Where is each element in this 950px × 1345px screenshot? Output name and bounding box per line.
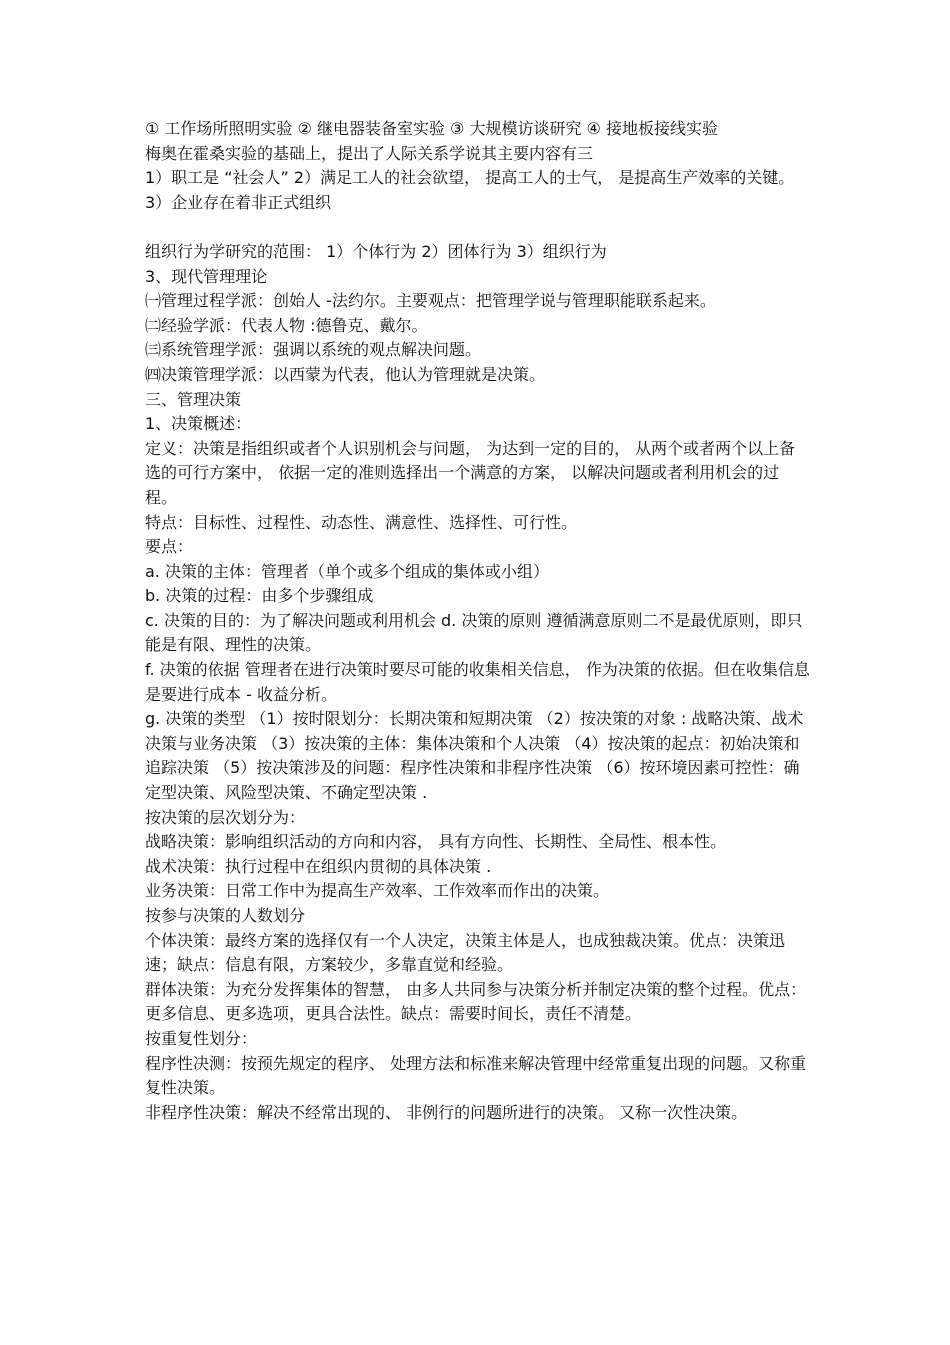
text-line-21: 按决策的层次划分为： [145, 807, 306, 827]
text-line-3: 1）职工是 “社会人” 2）满足工人的社会欲望， 提高工人的士气， 是提高生产效率的关键。 3）企业存在着非正式组织 [145, 168, 800, 212]
document-page [145, 117, 810, 1125]
text-line-13: 定义：决策是指组织或者个人识别机会与问题， 为达到一定的目的， 从两个或者两个以上备选的可行方案中， 依据一定的准则选择出一个满意的方案， 以解决问题或者利用机会的过程。 [145, 438, 796, 507]
text-line-19: f. 决策的依据 管理者在进行决策时要尽可能的收集相关信息， 作为决策的依据。但在收集信息是要进行成本 - 收益分析。 [145, 660, 810, 704]
text-line-24: 业务决策：日常工作中为提高生产效率、工作效率而作出的决策。 [145, 881, 610, 901]
text-line-9: ㈢系统管理学派：强调以系统的观点解决问题。 [145, 340, 482, 360]
text-line-14: 特点：目标性、过程性、动态性、满意性、选择性、可行性。 [145, 512, 578, 532]
text-line-30: 非程序性决策：解决不经常出现的、 非例行的问题所进行的决策。 又称一次性决策。 [145, 1102, 748, 1122]
text-line-26: 个体决策：最终方案的选择仅有一个人决定，决策主体是人，也成独裁决策。优点：决策迅速；缺点：信息有限，方案较少，多靠直觉和经验。 [145, 930, 786, 975]
text-line-27: 群体决策：为充分发挥集体的智慧， 由多人共同参与决策分析并制定决策的整个过程。优点：更多信息、更多选项，更具合法性。缺点：需要时间长，责任不清楚。 [145, 979, 807, 1024]
text-line-20: g. 决策的类型 （1）按时限划分：长期决策和短期决策 （2）按决策的对象 : 战略决策、战术决策与业务决策 （3）按决策的主体：集体决策和个人决策 （4）按决策的起点：初始决策和追踪决策 （5）按决策涉及的问题：程序性决策和非程序性决策 （6）按环境因素可控性：确定型决策、风险型决策、不确定型决策 . [145, 709, 804, 803]
text-line-18: c. 决策的目的：为了解决问题或利用机会 d. 决策的原则 遵循满意原则二不是最优原则，即只能是有限、理性的决策。 [145, 610, 803, 655]
text-line-28: 按重复性划分： [145, 1028, 258, 1048]
text-line-5: 组织行为学研究的范围： 1）个体行为 2）团体行为 3）组织行为 [145, 241, 607, 261]
text-line-29: 程序性决测：按预先规定的程序、 处理方法和标准来解决管理中经常重复出现的问题。又称重复性决策。 [145, 1053, 807, 1098]
section-heading-management-decision: 三、管理决策 [145, 389, 242, 409]
text-line-23: 战术决策：执行过程中在组织内贯彻的具体决策 . [145, 856, 492, 876]
text-line-22: 战略决策：影响组织活动的方向和内容， 具有方向性、长期性、全局性、根本性。 [145, 832, 727, 852]
text-line-1: ① 工作场所照明实验 ② 继电器装备室实验 ③ 大规模访谈研究 ④ 接地板接线实验 [145, 119, 718, 138]
text-line-15: 要点： [145, 537, 194, 557]
text-line-25: 按参与决策的人数划分 [145, 906, 306, 925]
subheading-decision-overview: 1、决策概述： [145, 414, 252, 434]
text-line-8: ㈡经验学派：代表人物 :德鲁克、戴尔。 [145, 315, 428, 335]
text-line-17: b. 决策的过程：由多个步骤组成 [145, 586, 374, 606]
text-line-7: ㈠管理过程学派：创始人 -法约尔。主要观点：把管理学说与管理职能联系起来。 [145, 291, 716, 311]
text-line-10: ㈣决策管理学派：以西蒙为代表，他认为管理就是决策。 [145, 364, 546, 384]
blank-line [145, 215, 810, 240]
text-line-16: a. 决策的主体：管理者（单个或多个组成的集体或小组） [145, 561, 549, 581]
text-line-2: 梅奥在霍桑实验的基础上，提出了人际关系学说其主要内容有三 [145, 143, 594, 163]
section-heading-modern-management: 3、现代管理理论 [145, 266, 268, 286]
